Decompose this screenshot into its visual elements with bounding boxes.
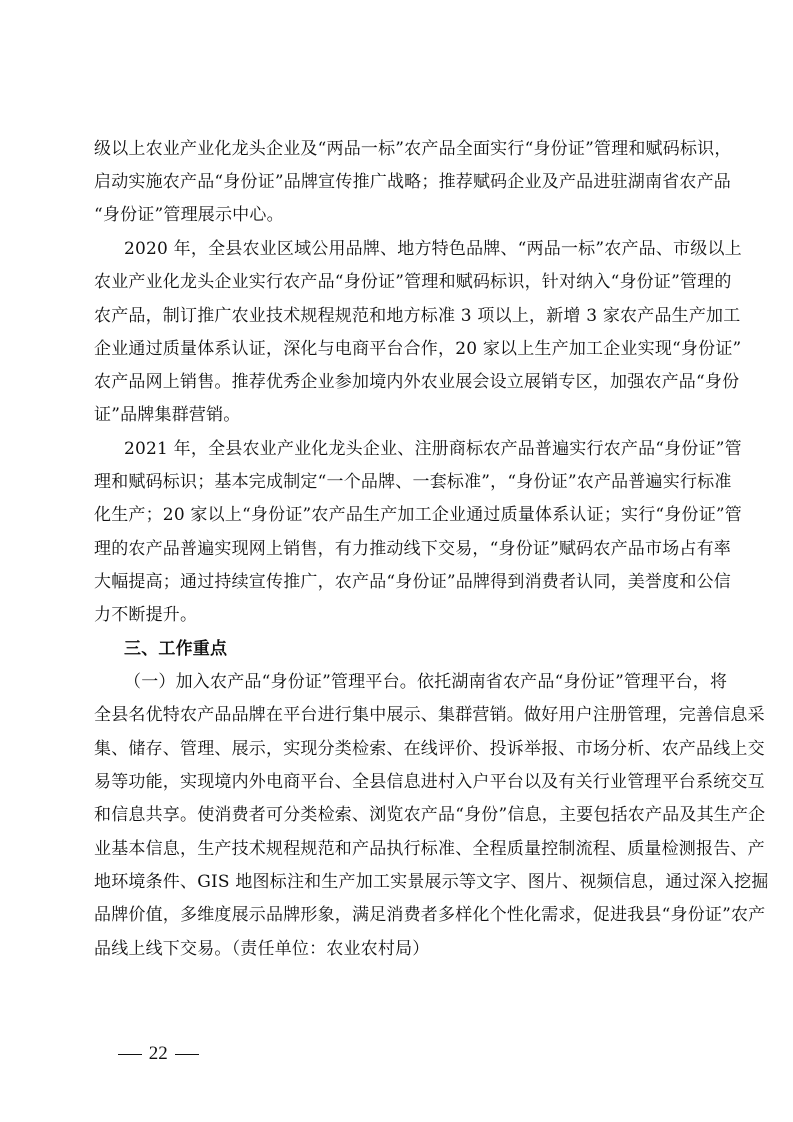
text-line: “身份证”管理展示中心。 [94,205,284,225]
text-line: 地环境条件、GIS 地图标注和生产加工实景展示等文字、图片、视频信息，通过深入挖掘 [94,872,769,892]
dash-right [175,1054,199,1055]
section-heading: 三、工作重点 [124,639,228,659]
page-number [116,1040,201,1068]
text-line: 力不断提升。 [94,605,198,625]
text-line: 理和赋码标识；基本完成制定“一个品牌、一套标准”，“身份证”农产品普遍实行标准 [94,472,732,492]
dash-left [118,1054,142,1055]
text-line: 农产品，制订推广农业技术规程规范和地方标准 3 项以上，新增 3 家农产品生产加工 [94,306,741,326]
text-line: 集、储存、管理、展示，实现分类检索、在线评价、投诉举报、市场分析、农产品线上交 [94,739,765,759]
text-line: （一）加入农产品“身份证”管理平台。依托湖南省农产品“身份证”管理平台，将 [124,672,728,692]
text-line: 品线上线下交易。（责任单位：农业农村局） [94,939,430,959]
text-line: 易等功能，实现境内外电商平台、全县信息进村入户平台以及有关行业管理平台系统交互 [94,772,765,792]
text-line: 农产品网上销售。推荐优秀企业参加境内外农业展会设立展销专区，加强农产品“身份 [94,372,740,392]
text-line: 启动实施农产品“身份证”品牌宣传推广战略；推荐赋码企业及产品进驻湖南省农产品 [94,172,731,192]
text-line: 大幅提高；通过持续宣传推广，农产品“身份证”品牌得到消费者认同，美誉度和公信 [94,572,731,592]
text-line: 2021 年，全县农业产业化龙头企业、注册商标农产品普遍实行农产品“身份证”管 [124,439,742,459]
text-line: 和信息共享。使消费者可分类检索、浏览农产品“身份”信息，主要包括农产品及其生产企 [94,805,766,825]
text-line: 业基本信息，生产技术规程规范和产品执行标准、全程质量控制流程、质量检测报告、产 [94,839,765,859]
text-line: 2020 年，全县农业区域公用品牌、地方特色品牌、“两品一标”农产品、市级以上 [124,239,742,259]
text-line: 农业产业化龙头企业实行农产品“身份证”管理和赋码标识，针对纳入“身份证”管理的 [94,272,732,292]
text-line: 品牌价值，多维度展示品牌形象，满足消费者多样化个性化需求，促进我县“身份证”农产 [94,905,766,925]
text-line: 企业通过质量体系认证，深化与电商平台合作，20 家以上生产加工企业实现“身份证” [94,339,742,359]
text-line: 理的农产品普遍实现网上销售，有力推动线下交易，“身份证”赋码农产品市场占有率 [94,539,731,559]
page-number-value: 22 [148,1043,168,1064]
text-line: 全县名优特农产品品牌在平台进行集中展示、集群营销。做好用户注册管理，完善信息采 [94,705,765,725]
text-line: 化生产；20 家以上“身份证”农产品生产加工企业通过质量体系认证；实行“身份证”管 [94,505,742,525]
text-line: 级以上农业产业化龙头企业及“两品一标”农产品全面实行“身份证”管理和赋码标识， [94,139,732,159]
text-line: 证”品牌集群营销。 [94,405,241,425]
